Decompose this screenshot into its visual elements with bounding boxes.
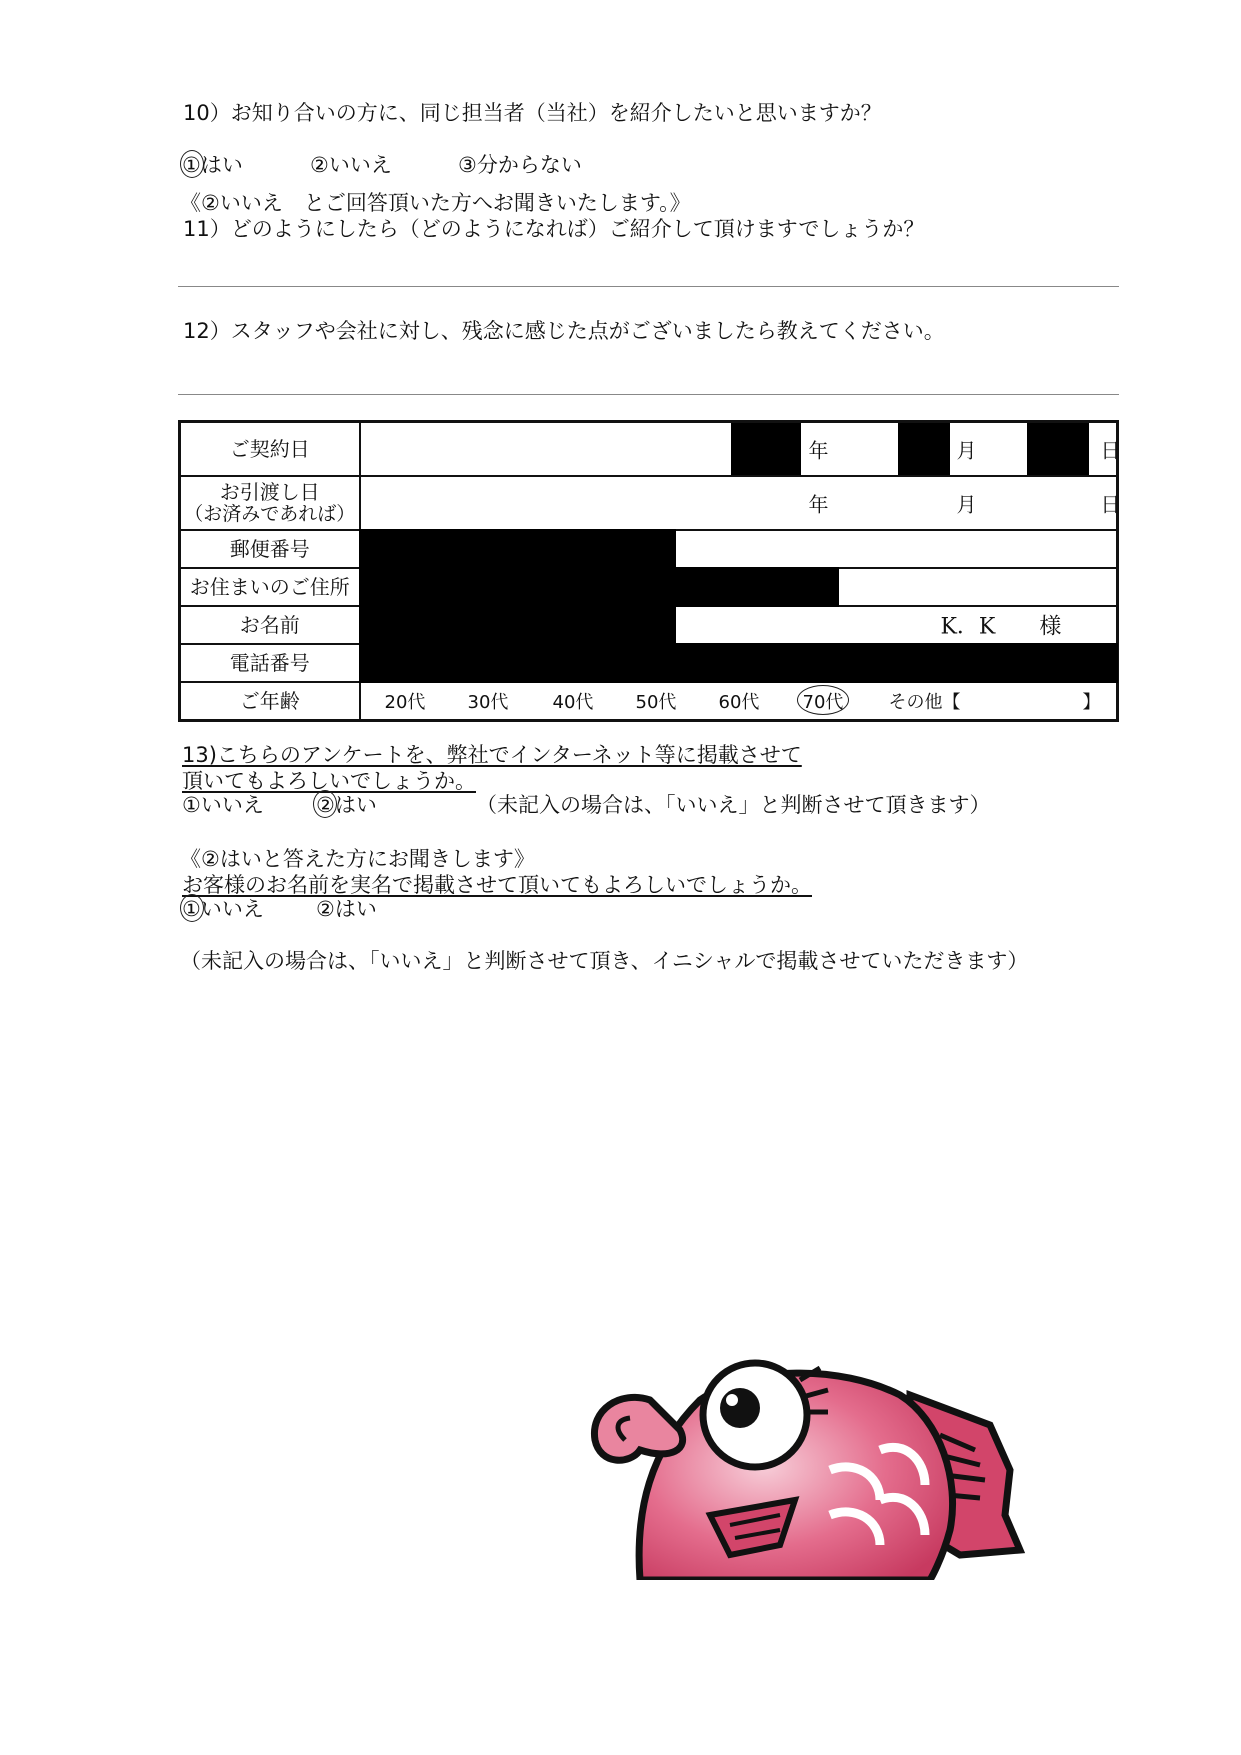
q11-question: 11）どのようにしたら（どのようになれば）ご紹介して頂けますでしょうか？ — [183, 217, 925, 241]
selected-circle-mark — [797, 685, 849, 715]
q10-option-yes[interactable]: ①はい — [182, 153, 243, 177]
name-cell[interactable] — [360, 606, 1118, 644]
selected-circle-mark — [313, 790, 337, 818]
selected-circle-mark — [180, 150, 204, 178]
address-cell[interactable] — [360, 568, 1118, 606]
age-50s[interactable]: 50代 — [635, 691, 677, 713]
handover-label-line1: お引渡し日 — [219, 479, 320, 504]
age-cell[interactable] — [360, 682, 1118, 721]
q10-option-unknown[interactable]: ③分からない — [458, 153, 582, 177]
name-label: お名前 — [180, 606, 360, 644]
redaction-block — [1027, 423, 1089, 475]
q11-preface: 《②いいえ とご回答頂いた方へお聞きいたします。》 — [180, 191, 691, 215]
contract-date-label: ご契約日 — [180, 422, 360, 476]
q11-answer-line[interactable] — [178, 286, 1119, 287]
q13-option-yes[interactable]: ②はい — [316, 793, 377, 817]
postal-code-label: 郵便番号 — [180, 530, 360, 568]
redaction-block — [359, 605, 676, 645]
redaction-block — [359, 529, 676, 569]
q13-option-no[interactable]: ①いいえ — [182, 793, 264, 817]
q13-question-line2: 頂いてもよろしいでしょうか。 — [182, 769, 476, 793]
year-label: 年 — [808, 492, 829, 516]
q13-question-line1: 13)こちらのアンケートを、弊社でインターネット等に掲載させて — [182, 743, 802, 767]
name-value: K．K 様 — [940, 614, 1062, 639]
phone-label: 電話番号 — [180, 644, 360, 682]
age-30s[interactable]: 30代 — [467, 691, 509, 713]
q13-sub-option-yes[interactable]: ②はい — [316, 897, 377, 921]
contract-date-cell[interactable] — [360, 422, 1121, 476]
age-40s[interactable]: 40代 — [552, 691, 594, 713]
q13-final-note: （未記入の場合は、「いいえ」と判断させて頂き、イニシャルで掲載させていただきます） — [180, 949, 1029, 973]
customer-info-table — [178, 420, 1119, 722]
age-other-close: 】 — [1082, 691, 1101, 713]
handover-date-label — [180, 476, 360, 530]
month-label: 月 — [956, 492, 977, 516]
q12-question: 12）スタッフや会社に対し、残念に感じた点がございましたら教えてください。 — [183, 319, 945, 343]
q13-sub-question: お客様のお名前を実名で掲載させて頂いてもよろしいでしょうか。 — [182, 873, 812, 897]
postal-code-cell[interactable] — [360, 530, 1118, 568]
day-label: 日 — [1100, 438, 1121, 463]
handover-label-line2: （お済みであれば） — [184, 502, 356, 525]
q10-question: 10）お知り合いの方に、同じ担当者（当社）を紹介したいと思いますか？ — [183, 101, 882, 125]
sea-bream-mascot-illustration — [580, 1340, 1030, 1580]
month-label: 月 — [956, 438, 977, 463]
age-other[interactable]: その他【 — [888, 691, 961, 713]
q13-note: （未記入の場合は、「いいえ」と判断させて頂きます） — [476, 793, 991, 817]
selected-circle-mark — [180, 894, 204, 922]
redaction-block — [731, 423, 801, 475]
handover-date-cell[interactable] — [360, 476, 1121, 530]
age-label: ご年齢 — [180, 682, 360, 721]
address-label: お住まいのご住所 — [180, 568, 360, 606]
redaction-block — [359, 643, 1119, 683]
day-label: 日 — [1100, 492, 1121, 516]
q13-sub-option-no[interactable]: ①いいえ — [182, 897, 264, 921]
age-20s[interactable]: 20代 — [384, 691, 426, 713]
q13-sub-preface: 《②はいと答えた方にお聞きします》 — [180, 847, 535, 871]
q12-answer-line[interactable] — [178, 394, 1119, 395]
age-70s[interactable]: 70代 — [802, 691, 844, 713]
phone-cell[interactable] — [360, 644, 1118, 682]
fish-lips — [594, 1397, 682, 1460]
year-label: 年 — [808, 438, 829, 463]
q10-option-no[interactable]: ②いいえ — [310, 153, 392, 177]
age-60s[interactable]: 60代 — [718, 691, 760, 713]
redaction-block — [359, 567, 839, 607]
redaction-block — [898, 423, 950, 475]
